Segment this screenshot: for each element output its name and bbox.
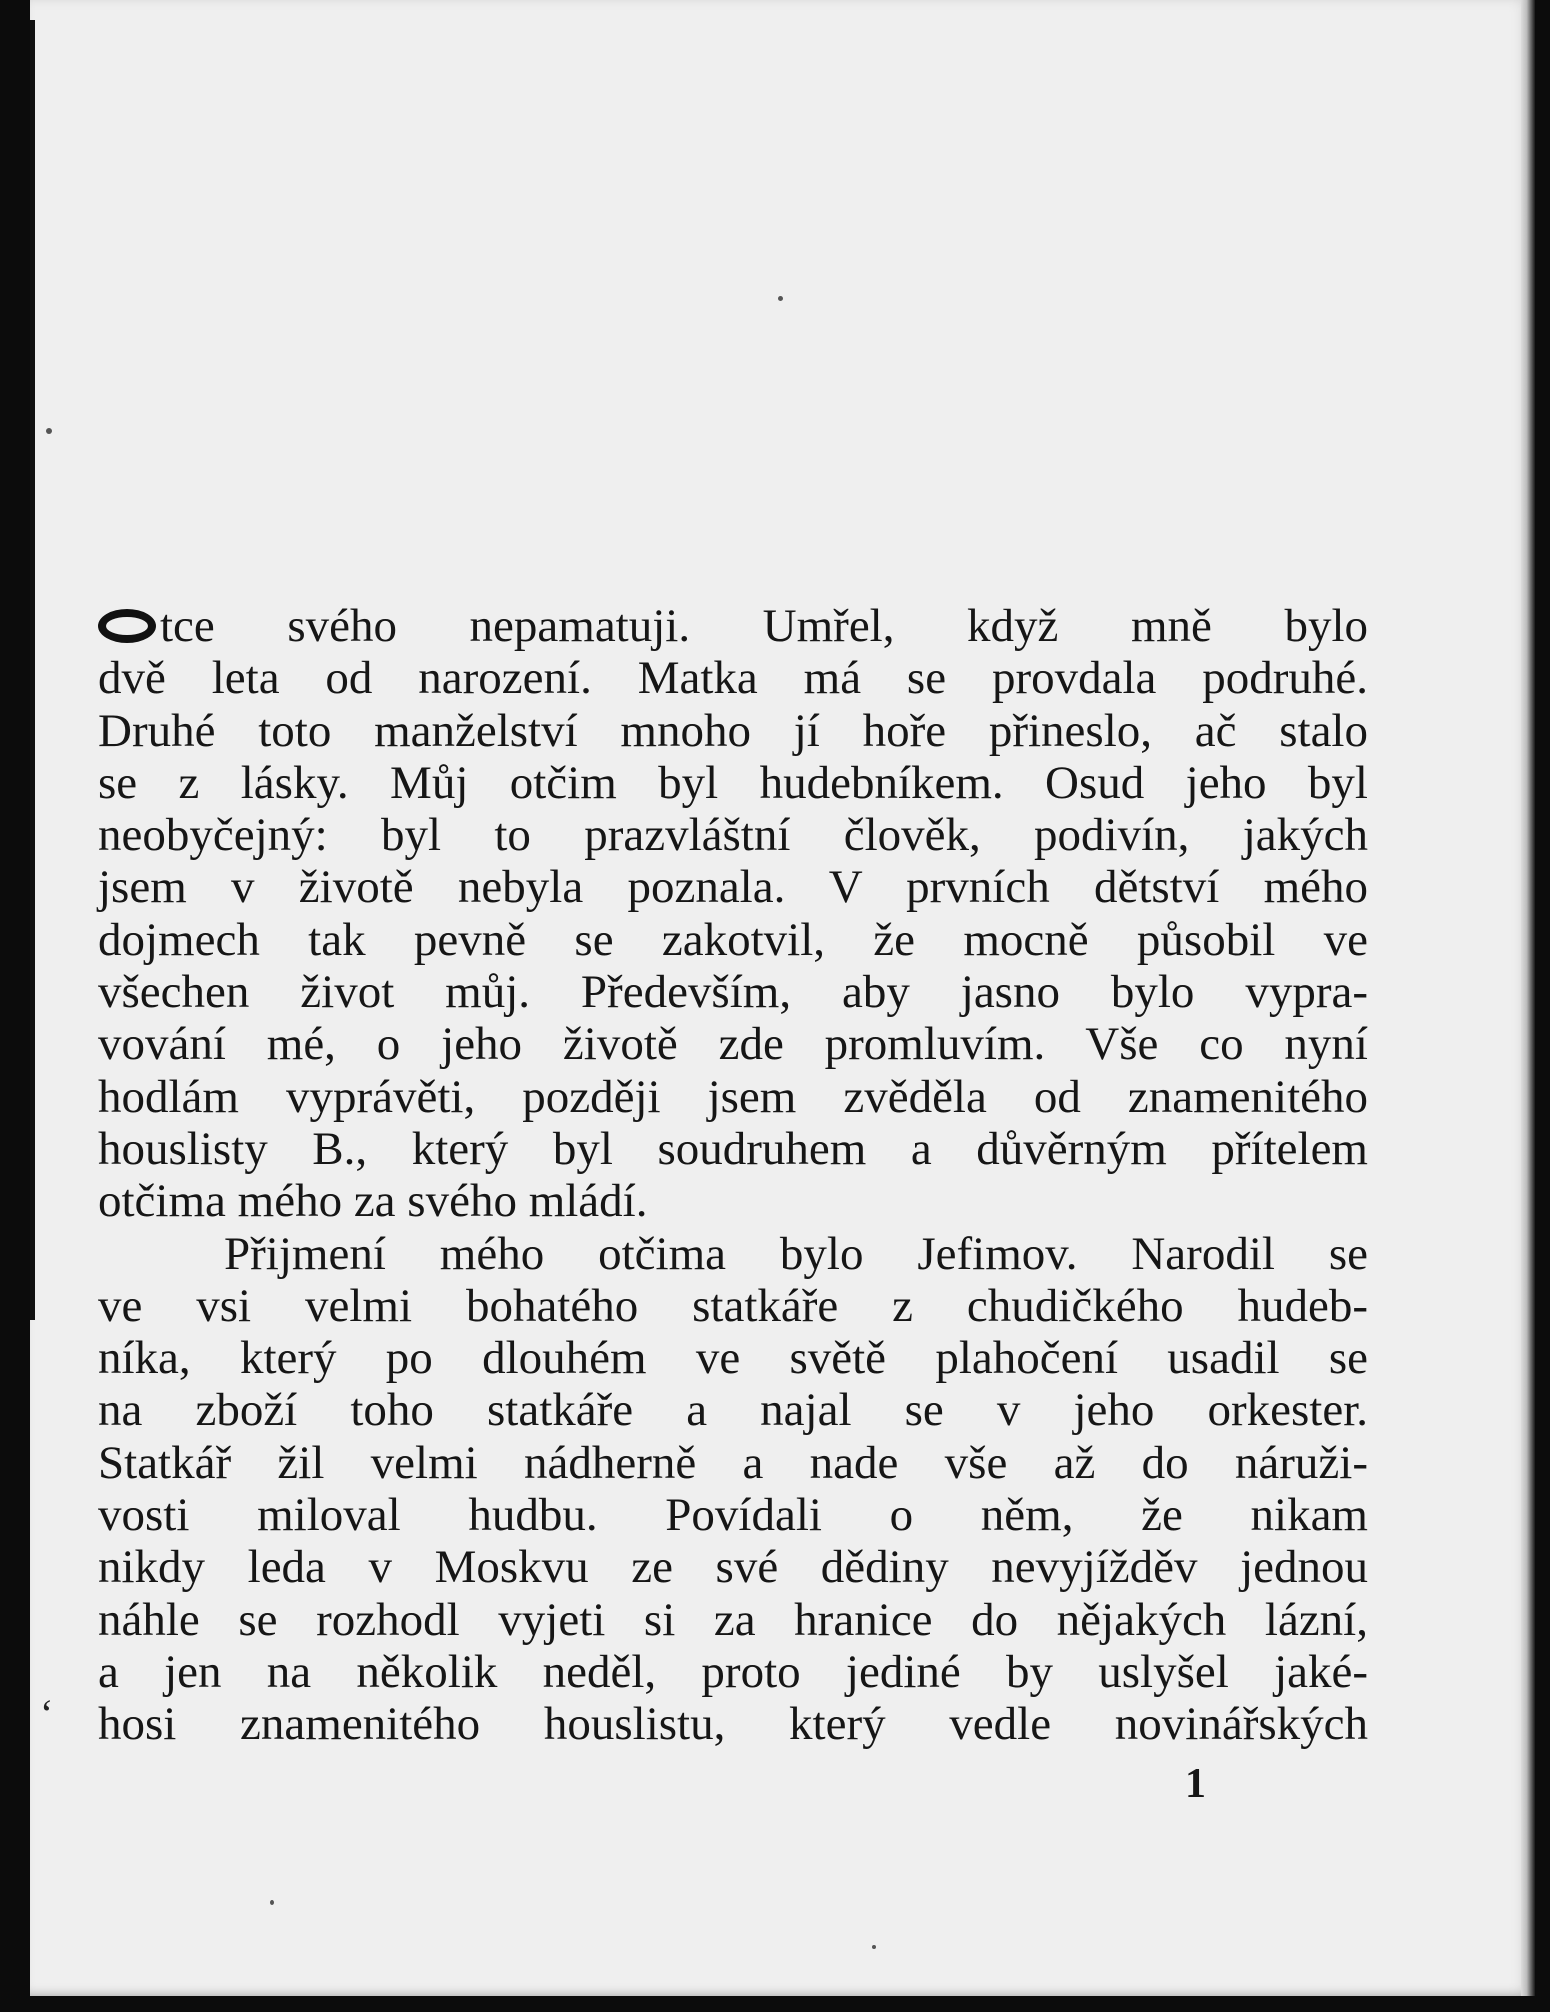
left-binding-edge	[30, 20, 35, 1320]
body-text	[98, 600, 1368, 1751]
speck-mark	[270, 1900, 274, 1905]
text-line: všechen život můj. Především, aby jasno bylo vypra-	[98, 966, 1368, 1019]
text-line: jsem v životě nebyla poznala. V prvních dětství mého	[98, 861, 1368, 914]
margin-mark: ʻ	[40, 1691, 54, 1736]
page-number: 1	[1185, 1761, 1206, 1807]
text-line: vování mé, o jeho životě zde promluvím. Vše co nyní	[98, 1018, 1368, 1071]
text-line: ve vsi velmi bohatého statkáře z chudičkého hudeb-	[98, 1279, 1368, 1332]
text-line: Statkář žil velmi nádherně a nade vše až do náruži-	[98, 1436, 1368, 1489]
text-line: níka, který po dlouhém ve světě plahočení usadil se	[98, 1332, 1368, 1385]
text-line: na zboží toho statkáře a najal se v jeho orkester.	[98, 1384, 1368, 1437]
text-line: Přijmení mého otčima bylo Jefimov. Narodil se	[224, 1227, 1368, 1280]
text-line: nikdy leda v Moskvu ze své dědiny nevyjížděv jednou	[98, 1541, 1368, 1594]
right-page-edge	[1521, 0, 1535, 1996]
speck-mark	[872, 1945, 876, 1949]
text-line: dojmech tak pevně se zakotvil, že mocně působil ve	[98, 913, 1368, 966]
text-line: neobyčejný: byl to prazvláštní člověk, podivín, jakých	[98, 809, 1368, 862]
speck-mark	[46, 428, 52, 434]
text-line: a jen na několik neděl, proto jediné by uslyšel jaké-	[98, 1645, 1368, 1698]
text-line: dvě leta od narození. Matka má se provdala podruhé.	[98, 652, 1368, 705]
text-line: Druhé toto manželství mnoho jí hoře přineslo, ač stalo	[98, 704, 1368, 757]
text-line: hosi znamenitého houslistu, který vedle novinářských	[98, 1698, 1368, 1751]
text-line: náhle se rozhodl vyjeti si za hranice do nějakých lázní,	[98, 1593, 1368, 1646]
text-line: se z lásky. Můj otčim byl hudebníkem. Osud jeho byl	[98, 756, 1368, 809]
text-line: hodlám vyprávěti, později jsem zvěděla od znamenitého	[98, 1070, 1368, 1123]
text-line: otčima mého za svého mládí.	[98, 1175, 648, 1228]
text-line: tce svého nepamatuji. Umřel, když mně bylo	[98, 600, 1368, 652]
book-page	[30, 0, 1535, 1996]
text-line: houslisty B., který byl soudruhem a důvěrným přítelem	[98, 1122, 1368, 1175]
text-line: vosti miloval hudbu. Povídali o něm, že nikam	[98, 1489, 1368, 1542]
initial-letter-o	[98, 609, 156, 643]
speck-mark	[778, 296, 783, 301]
